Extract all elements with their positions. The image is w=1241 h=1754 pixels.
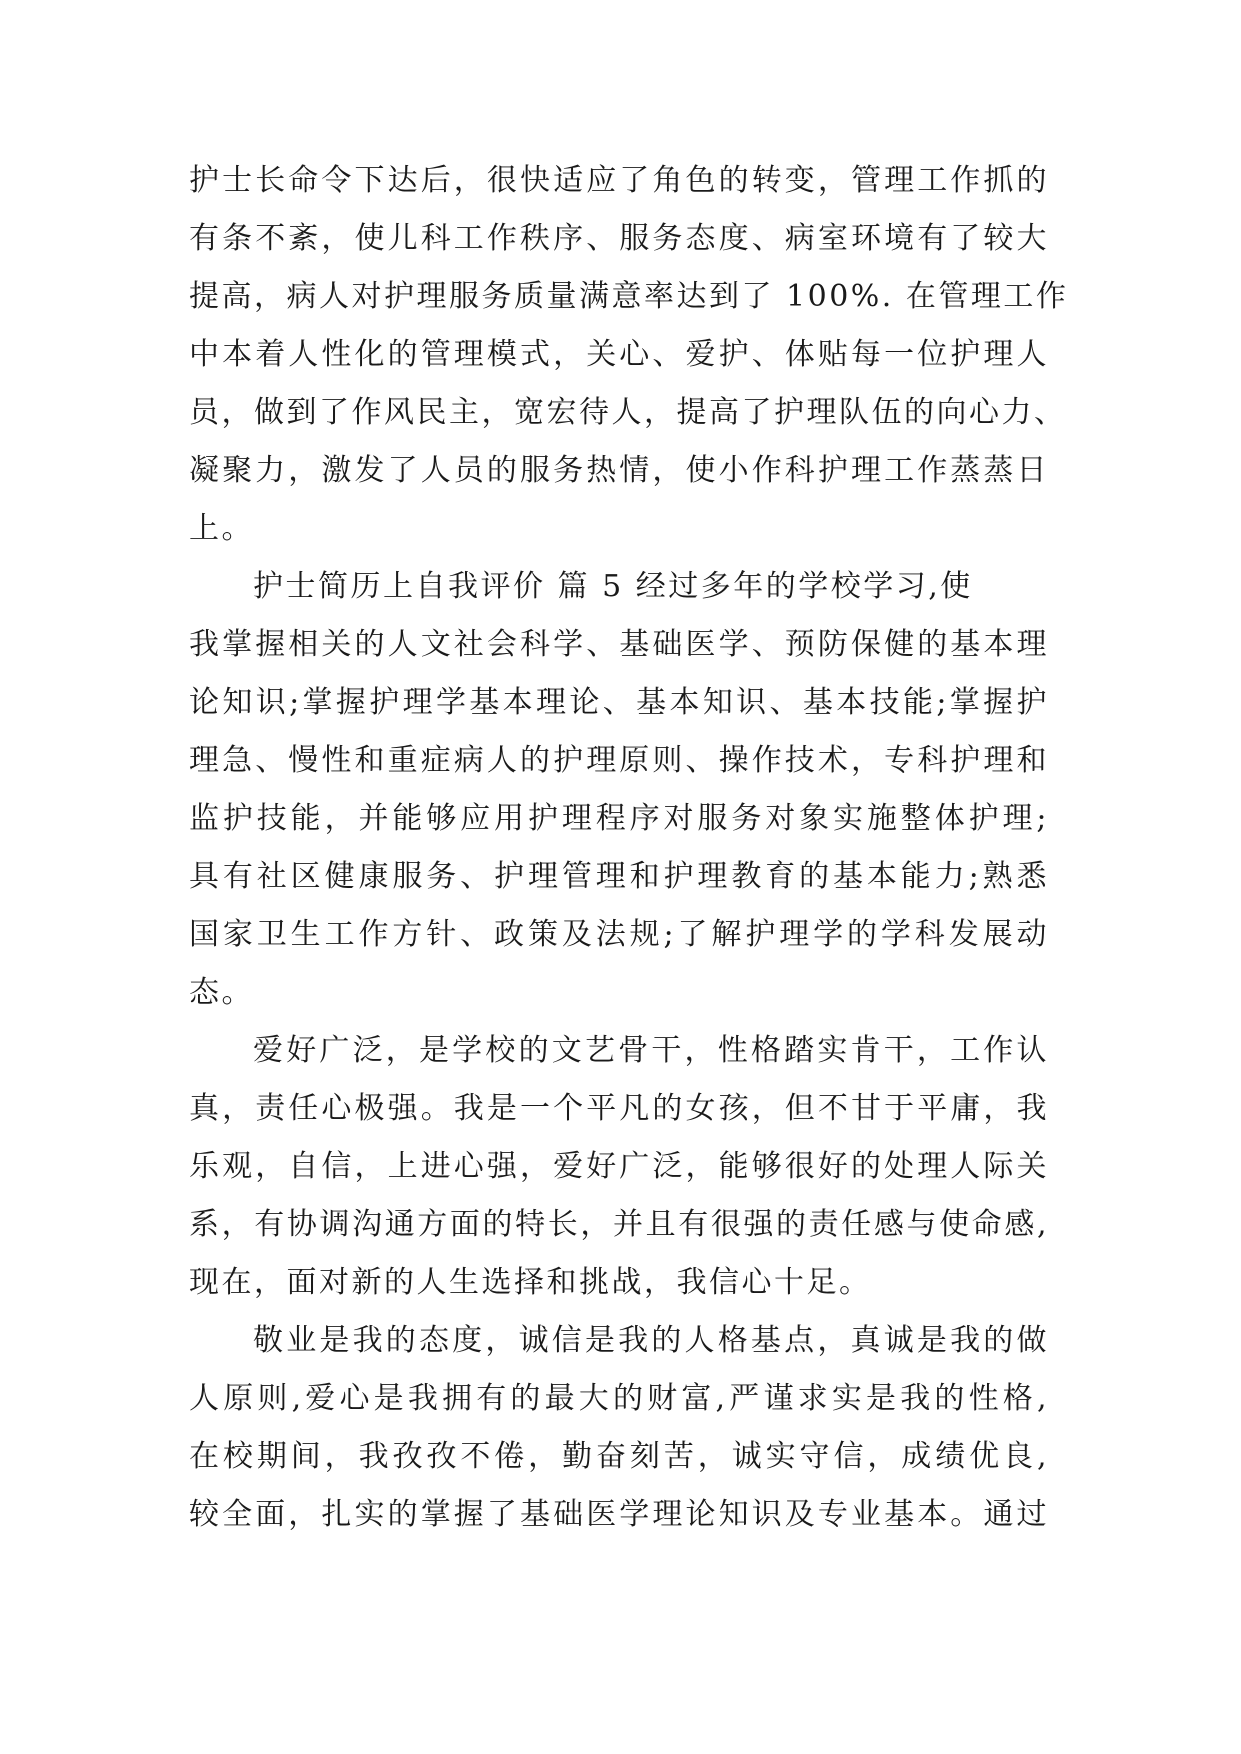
text-line: 提高，病人对护理服务质量满意率达到了 100%. 在管理工作 [189,279,1069,314]
text-line: 国家卫生工作方针、政策及法规;了解护理学的学科发展动 [189,917,1049,952]
text-line: 爱好广泛，是学校的文艺骨干，性格踏实肯干，工作认 [253,1033,1049,1068]
text-line: 凝聚力，激发了人员的服务热情，使小作科护理工作蒸蒸日 [189,453,1049,488]
text-line: 具有社区健康服务、护理管理和护理教育的基本能力;熟悉 [189,859,1049,894]
text-line: 有条不紊，使儿科工作秩序、服务态度、病室环境有了较大 [189,221,1049,256]
text-line: 员，做到了作风民主，宽宏待人，提高了护理队伍的向心力、 [189,395,1067,430]
text-line: 上。 [189,511,254,546]
text-line: 系，有协调沟通方面的特长，并且有很强的责任感与使命感, [189,1207,1049,1242]
text-line: 监护技能，并能够应用护理程序对服务对象实施整体护理; [189,801,1049,836]
text-line: 人原则,爱心是我拥有的最大的财富,严谨求实是我的性格, [189,1381,1049,1416]
text-line: 乐观，自信，上进心强，爱好广泛，能够很好的处理人际关 [189,1149,1049,1184]
text-line: 论知识;掌握护理学基本理论、基本知识、基本技能;掌握护 [189,685,1049,720]
text-line: 在校期间，我孜孜不倦，勤奋刻苦，诚实守信，成绩优良, [189,1439,1049,1474]
text-line: 护士简历上自我评价 篇 5 经过多年的学校学习,使 [253,569,973,604]
text-line: 护士长命令下达后，很快适应了角色的转变，管理工作抓的 [189,163,1049,198]
text-line: 中本着人性化的管理模式，关心、爱护、体贴每一位护理人 [189,337,1049,372]
text-line: 真，责任心极强。我是一个平凡的女孩，但不甘于平庸，我 [189,1091,1049,1126]
document-body [189,152,1069,1544]
text-line: 我掌握相关的人文社会科学、基础医学、预防保健的基本理 [189,627,1049,662]
text-line: 现在，面对新的人生选择和挑战，我信心十足。 [189,1265,872,1300]
text-line: 较全面，扎实的掌握了基础医学理论知识及专业基本。通过 [189,1497,1049,1532]
text-line: 态。 [189,975,254,1010]
text-line: 理急、慢性和重症病人的护理原则、操作技术，专科护理和 [189,743,1049,778]
text-line: 敬业是我的态度，诚信是我的人格基点，真诚是我的做 [253,1323,1049,1358]
